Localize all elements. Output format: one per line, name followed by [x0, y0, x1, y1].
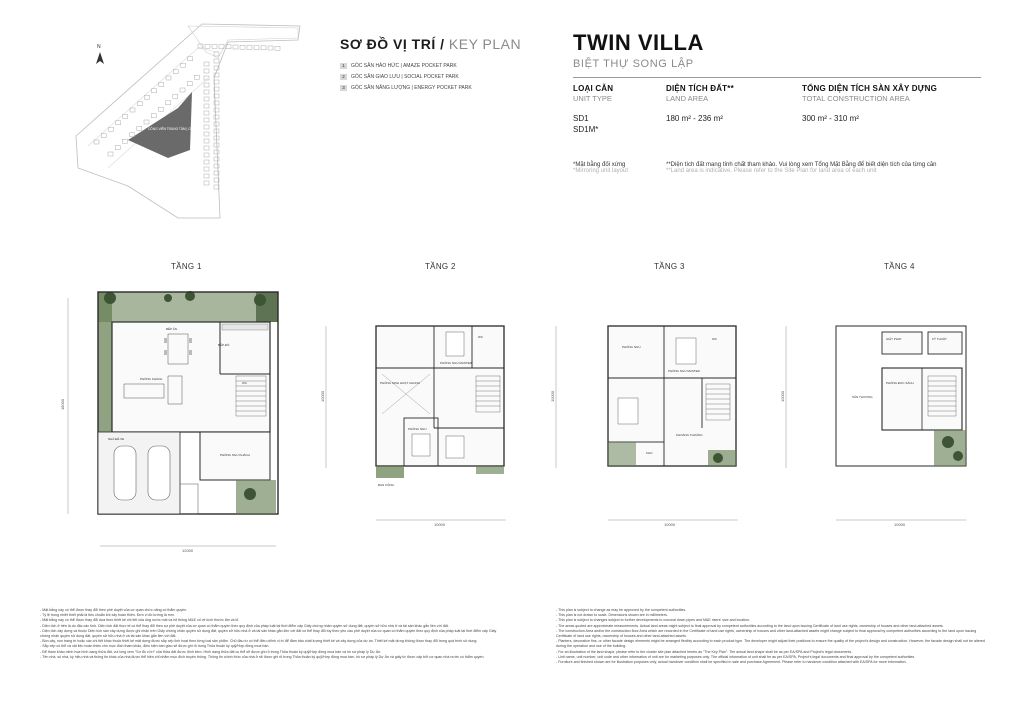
floor-3-height-dim: 10000: [550, 390, 555, 402]
key-plan-map: [68, 18, 308, 218]
floor-1-height-dim: 18000: [60, 398, 65, 410]
construction-area-value: 300 m² - 310 m²: [802, 114, 859, 123]
key-plan-house: [159, 82, 164, 86]
svg-text:BẾP ĐÓ: BẾP ĐÓ: [218, 343, 230, 347]
floor-2-plan: [322, 318, 522, 528]
key-plan-house: [198, 44, 203, 48]
key-plan-house: [122, 139, 127, 143]
key-plan-house: [188, 57, 193, 61]
key-plan-house: [214, 108, 219, 112]
svg-text:PHÒNG NGỦ MASTER: PHÒNG NGỦ MASTER: [668, 369, 700, 373]
key-plan-house: [214, 80, 219, 84]
floor-2-label: TẦNG 2: [425, 262, 456, 271]
floor-3-width-dim: 10000: [664, 522, 676, 527]
construction-area-column: [802, 84, 992, 124]
key-plan-house: [204, 181, 209, 185]
key-plan-house: [166, 101, 171, 105]
footnotes-vietnamese: - Mặt bằng này có thể được thay đổi theo phê duyệt của cơ quan chức năng có thẩm quyền. - Tỷ lệ trong nhiệt thiết phải là tiêu chuẩn khi xây hoàn thiện. Đơn vị đo lường là mm. - Mặt bằng này có thể được thay đổi dựa theo thiết kế chi tiết của ống nước mái và hệ thống M&E cố về kích thước ẩm và kĩ. - Diện tích ở trên là do đặc các tính. Diện tích đất thực tế có thể thay đổi theo sự phê duyệt của cơ quan có thẩm quyền theo quy định của pháp luật tại thời điểm cấp Giấy chứng nhận quyền sử dụng đất, quyền sở hữu nhà ở và tài sản khác gắn liền với đất. - Diện tích xây dựng và thuộc Diện tích sàn xây dựng được ghi nhận trên Giấy chứng nhận quyền sử dụng đất, quyền sở hữu nhà ở và tài sản khác gắn liền với đất có thể thay đổi tùy theo yêu cầu phê duyệt của cơ quan có thẩm quyền theo quy định của pháp luật tại thời điểm cấp Giấy chứng nhận quyền sử dụng đất, quyền sở hữu nhà ở và tài sản khác gắn liền với đất. - Bồn cây, non trang trí hoặc các chi tiết khác thuộc thiết kế mặt dựng được sắp xếp linh hoạt theo từng loại sản phẩm. Chủ đầu tư có thể điều chỉnh vị trí để đảm bảo chất lượng thiết kế và xây dựng của dự án. Thiết kế mặt dựng không được thay đổi trong quá trình sử dụng. - Sắp xếp có thể và vật liệu hoàn thiện cho mục đích tham khảo, điều kiện bàn giao sẽ được ghi rõ trong Thỏa thuận ký quỹ/Hợp đồng mua bán. - Để tham khảo minh họa hình dạng thửa đất, vui lòng xem "Sơ đồ vị trí" của thửa đất được đính kèm. Hình dạng thửa đất cụ thể sẽ được ghi rõ trong Thỏa thuận ký quỹ/Hợp đồng mua bán và hồ sơ pháp lý Dự Án. - Tên nhà, số nhà, ký hiệu nhà và thông tin khác của nhà được thể hiện chỉ nhằm mục đích truyền thông. Thông tin chính thức của nhà ở sẽ được ghi rõ trong Thỏa thuận ký quỹ/Hợp đồng mua bán, hồ sơ pháp lý Dự Án và giấy tờ được cấp bởi cơ quan nhà nước có thẩm quyền.: [40, 608, 497, 659]
svg-text:BẾP ĂN: BẾP ĂN: [166, 327, 177, 331]
key-plan-house: [204, 139, 209, 143]
key-plan-house: [214, 150, 219, 154]
key-plan-house: [204, 104, 209, 108]
key-plan-house: [214, 115, 219, 119]
key-plan-title: SƠ ĐỒ VỊ TRÍ / KEY PLAN: [340, 36, 522, 52]
key-plan-house: [180, 63, 185, 67]
key-plan-house: [130, 108, 135, 112]
key-plan-house: [240, 45, 245, 49]
key-plan-house: [204, 160, 209, 164]
villa-title: TWIN VILLA: [573, 30, 704, 55]
key-plan-house: [247, 45, 252, 49]
key-plan-house: [94, 140, 99, 144]
svg-text:WC: WC: [712, 337, 717, 341]
svg-text:PHÒNG KHÁCH: PHÒNG KHÁCH: [140, 377, 163, 381]
svg-text:PHÒNG NGỦ KHÁCH: PHÒNG NGỦ KHÁCH: [220, 453, 250, 457]
key-plan-house: [204, 174, 209, 178]
key-plan-house: [261, 46, 266, 50]
key-plan-house: [116, 121, 121, 125]
key-plan-house: [275, 46, 280, 50]
key-plan-house: [123, 114, 128, 118]
floor-1-width-dim: 12000: [182, 548, 194, 553]
key-plan-house: [204, 90, 209, 94]
svg-text:GIẶT PHƠI: GIẶT PHƠI: [886, 337, 902, 341]
key-plan-house: [214, 52, 219, 56]
key-plan-house: [130, 133, 135, 137]
svg-text:NHÀ ĐỂ XE: NHÀ ĐỂ XE: [108, 437, 125, 441]
central-park-label: CÔNG VIÊN TRUNG TÂM | CENTRAL PARK: [148, 127, 213, 131]
svg-text:PHÒNG NGỦ MASTER: PHÒNG NGỦ MASTER: [440, 361, 472, 365]
svg-text:KỸ THUẬT: KỸ THUẬT: [932, 337, 947, 341]
legend-item: 1 GÓC SÂN HẢO HỨC | AMAZE POCKET PARK: [340, 60, 520, 71]
floor-2-width-dim: 10000: [434, 522, 446, 527]
key-plan-house: [214, 59, 219, 63]
floor-2-height-dim: 10000: [320, 390, 325, 402]
key-plan-house: [212, 44, 217, 48]
key-plan-house: [204, 83, 209, 87]
unit-type-values: SD1 SD1M*: [573, 114, 599, 134]
key-plan-house: [166, 76, 171, 80]
villa-subtitle: BIỆT THỰ SONG LẬP: [573, 58, 694, 70]
key-plan-house: [173, 70, 178, 74]
key-plan-house: [108, 127, 113, 131]
key-plan-house: [205, 44, 210, 48]
key-plan-house: [204, 167, 209, 171]
floor-3-label: TẦNG 3: [654, 262, 685, 271]
mirror-note: *Mặt bằng đối xứng *Mirroring unit layout: [573, 162, 629, 174]
floor-3-plan: [552, 318, 752, 528]
svg-text:PHÒNG SINH HOẠT CHUNG: PHÒNG SINH HOẠT CHUNG: [380, 381, 420, 385]
svg-text:KHO: KHO: [646, 451, 653, 455]
key-plan-house: [115, 146, 120, 150]
key-plan-house: [214, 157, 219, 161]
key-plan-house: [204, 97, 209, 101]
key-plan-house: [144, 95, 149, 99]
construction-area-heading: TỔNG DIỆN TÍCH SÀN XÂY DỰNG: [802, 84, 938, 93]
key-plan-house: [214, 164, 219, 168]
key-plan-house: [233, 45, 238, 49]
land-area-column: [666, 84, 786, 124]
unit-type-column: [573, 84, 663, 135]
key-plan-house: [194, 75, 199, 79]
key-plan-house: [137, 126, 142, 130]
key-plan-house: [151, 114, 156, 118]
key-plan-house: [180, 88, 185, 92]
key-plan-house: [158, 107, 163, 111]
key-plan-house: [254, 46, 259, 50]
floor-1-plan: [60, 284, 290, 564]
key-plan-house: [204, 69, 209, 73]
key-plan-house: [204, 111, 209, 115]
svg-text:PHÒNG NGỦ: PHÒNG NGỦ: [622, 345, 641, 349]
key-plan-house: [101, 134, 106, 138]
key-plan-legend: [340, 60, 520, 93]
floor-1-label: TẦNG 1: [171, 262, 202, 271]
svg-text:PHÒNG ĐỌC SÁCH: PHÒNG ĐỌC SÁCH: [886, 381, 914, 385]
legend-item: 3 GÓC SÂN NĂNG LƯỢNG | ENERGY POCKET PARK: [340, 82, 520, 93]
svg-text:WC: WC: [242, 381, 247, 385]
land-area-subheading: LAND AREA: [666, 94, 709, 103]
floor-4-plan: [782, 318, 982, 528]
svg-text:KHOẢNG THOÁNG: KHOẢNG THOÁNG: [676, 433, 703, 437]
unit-type-heading: LOẠI CĂN: [573, 84, 614, 93]
key-plan-house: [173, 94, 178, 98]
construction-area-subheading: TOTAL CONSTRUCTION AREA: [802, 94, 910, 103]
key-plan-house: [204, 118, 209, 122]
svg-text:SÂN THƯỢNG: SÂN THƯỢNG: [852, 395, 873, 399]
footnotes-english: - This plan is subject to change as may be approved by the competent authorities. - This plan is not drawn to scale. Dimensions shown are in millimeters. - This plan is subject to changes subject to further developments to conceal down pipes and M&E risers' size and location. - The areas quoted are approximate measurements. Actual land areas might subject to final approval by competent authorities according to the land upon issuing Certificate of land use rights, ownership of houses and other land-attached assets. - The construction Area and/or the construction floor Area which are recorded in the Certificate of land use rights, ownership of houses and other land-attached assets might change subject to final approval by competent authorities according to the land upon issuing Certificate of land use rights, ownership of houses and other land-attached assets. - Planters, decorative fins, or other facade design elements might be arranged flexibly according to each product type. The developer might adjust their positions to ensure the quality of the project's design and construction. However, the facade design shall not be altered during the operation and use of the building. - For an illustration of the land shape, please refer to the cluster site plan attached hereto as "The Key Plan". The actual land shape shall be as per EA/SPA and Project's legal documents. - Unit name, unit number, unit code and other information of unit are for marketing purposes only. The official information of unit shall be as per EA/SPA, Project's legal documents and final approval by the competent authorities. - Furniture and finished shown are for illustration purposes only, actual handover condition shall be specified in sale and purchase Agreement. Please refer to handover condition attached with EA/SPA for more information.: [556, 608, 985, 665]
key-plan-house: [204, 62, 209, 66]
unit-type-subheading: UNIT TYPE: [573, 94, 612, 103]
land-area-note: **Diện tích đất mang tính chất tham khảo. Vui lòng xem Tổng Mặt Bằng để biết diện tích của từng căn **Land area is indicative. Please refer to the Site Plan for land area of each unit: [666, 162, 937, 174]
key-plan-house: [268, 46, 273, 50]
key-plan-house: [108, 152, 113, 156]
svg-text:BAN CÔNG: BAN CÔNG: [378, 483, 395, 487]
floor-4-label: TẦNG 4: [884, 262, 915, 271]
key-plan-house: [152, 89, 157, 93]
key-plan-house: [204, 146, 209, 150]
legend-item: 2 GÓC SÂN GIAO LƯU | SOCIAL POCKET PARK: [340, 71, 520, 82]
key-plan-house: [137, 102, 142, 106]
land-area-value: 180 m² - 236 m²: [666, 114, 723, 123]
header-divider: [573, 77, 981, 78]
key-plan-house: [144, 120, 149, 124]
floor-4-width-dim: 10000: [894, 522, 906, 527]
key-plan-house: [204, 153, 209, 157]
key-plan-house: [187, 82, 192, 86]
north-label: N: [97, 44, 101, 50]
floor-4-height-dim: 10000: [780, 390, 785, 402]
key-plan-house: [214, 122, 219, 126]
north-arrow-icon: [96, 44, 104, 64]
svg-text:PHÒNG NGỦ: PHÒNG NGỦ: [408, 427, 427, 431]
svg-text:WC: WC: [478, 335, 483, 339]
key-plan-house: [204, 132, 209, 136]
land-area-heading: DIỆN TÍCH ĐẤT**: [666, 84, 734, 93]
